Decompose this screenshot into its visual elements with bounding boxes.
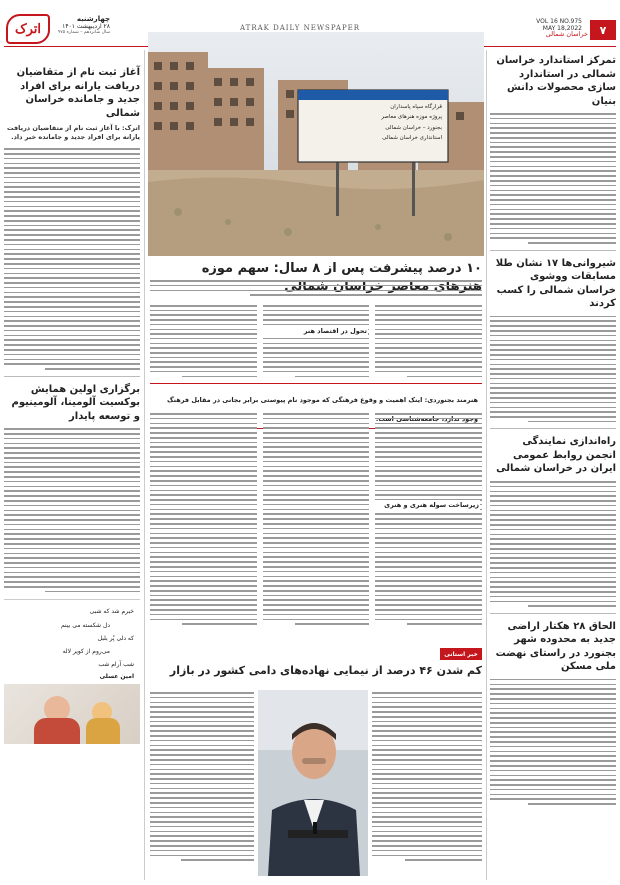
right-column xyxy=(490,50,616,880)
construction-site-image xyxy=(148,32,484,256)
vol-number: VOL 16 NO.975 xyxy=(536,18,582,25)
bottom-article-photo xyxy=(258,690,368,876)
section-label: خراسان شمالی xyxy=(545,30,588,38)
date-day-fa: چهارشنبه xyxy=(76,15,110,23)
right-article4-title[interactable]: الحاق ۲۸ هکتار اراضی جدید به محدوده شهر بجنورد در راستای نهضت ملی مسکن xyxy=(495,620,616,673)
bottom-article-body-left xyxy=(150,692,254,861)
left-article1-title[interactable]: آغاز ثبت نام از متقاضیان دریافت یارانه برای افراد جدید و جامانده خراسان شمالی xyxy=(16,67,140,119)
page-number: ۷ xyxy=(599,23,607,37)
sign-line: قرارگاه سپاه پاسداران xyxy=(390,104,442,110)
left-article2-title[interactable]: برگزاری اولین همایش بوکسیت آلومینا، آلومینیوم و توسعه پایدار xyxy=(11,383,140,422)
photo-sign-text xyxy=(298,102,446,144)
date-fa: ۲۸ اردیبهشت ۱۴۰۱ xyxy=(62,23,110,30)
right-article3-title[interactable]: راه‌اندازی نمایندگی انجمن روابط عمومی ایران در خراسان شمالی xyxy=(496,436,616,475)
sign-line: بجنورد – خراسان شمالی xyxy=(385,124,442,131)
poet-name: امین عسلی xyxy=(99,673,134,681)
poem-line: می‌روم از کویر لاله xyxy=(62,647,110,655)
newspaper-name-en: ATRAK DAILY NEWSPAPER xyxy=(240,24,361,32)
child-illustration xyxy=(4,684,140,744)
sign-line: پروژه موزه هنرهای معاصر xyxy=(381,114,442,121)
speaker-photo xyxy=(258,690,368,876)
poem-line: خبرم شد که شبی xyxy=(89,608,134,616)
sign-line: استانداری خراسان شمالی xyxy=(382,135,442,142)
left-column xyxy=(4,58,140,880)
main-article-body-lower xyxy=(150,413,482,639)
poem-line: دل شکسته می بینم xyxy=(61,621,110,629)
right-article2-title[interactable]: شیروانی‌ها ۱۷ نشان طلا مسابقات ووشوی خراسان شمالی را کسب کردند xyxy=(495,257,616,310)
poem-line: شب آرام شب xyxy=(98,661,134,669)
subhead-1: تحول در اقتصاد هنر xyxy=(258,326,368,336)
main-photo xyxy=(148,32,484,256)
left-article1-lead: اترک: با آغاز ثبت نام از متقاضیان دریافت یارانه برای افراد جدید و جامانده خبر داد. xyxy=(7,124,140,142)
newspaper-logo xyxy=(6,14,50,44)
poem-line: که دلی پُر بلبل xyxy=(97,634,134,642)
tag-text: خبر استانی xyxy=(444,650,478,658)
page-number-badge xyxy=(590,20,616,40)
main-title-text: ۱۰ درصد پیشرفت پس از ۸ سال: سهم موزه xyxy=(201,261,482,276)
poem-box xyxy=(4,599,140,680)
logo-text: اترک xyxy=(14,21,42,37)
bottom-article-tag xyxy=(440,648,482,660)
bottom-article-body-right xyxy=(372,692,482,861)
issue-fa: سال شانزدهم – شماره ۹۷۵ xyxy=(57,30,110,35)
right-article1-title[interactable]: تمرکز استاندارد خراسان شمالی در استاندارد سازی محصولات دانش بنیان xyxy=(496,55,616,107)
date-en: MAY 18,2022 xyxy=(542,25,582,32)
quote-text: هنرمند بجنوردی: اینک اهمیت و وقوع فرهنگی که موجود نام پیوستی برابر بجانی در مقابل فرهنگ xyxy=(166,396,478,404)
main-article-body xyxy=(150,305,482,377)
bottom-article-title[interactable]: کم شدن ۴۶ درصد از نیمایی نهاده‌های دامی کشور در بازار xyxy=(169,664,482,677)
subhead-2: زیرساخت سوله هنری و هنری xyxy=(370,500,480,510)
